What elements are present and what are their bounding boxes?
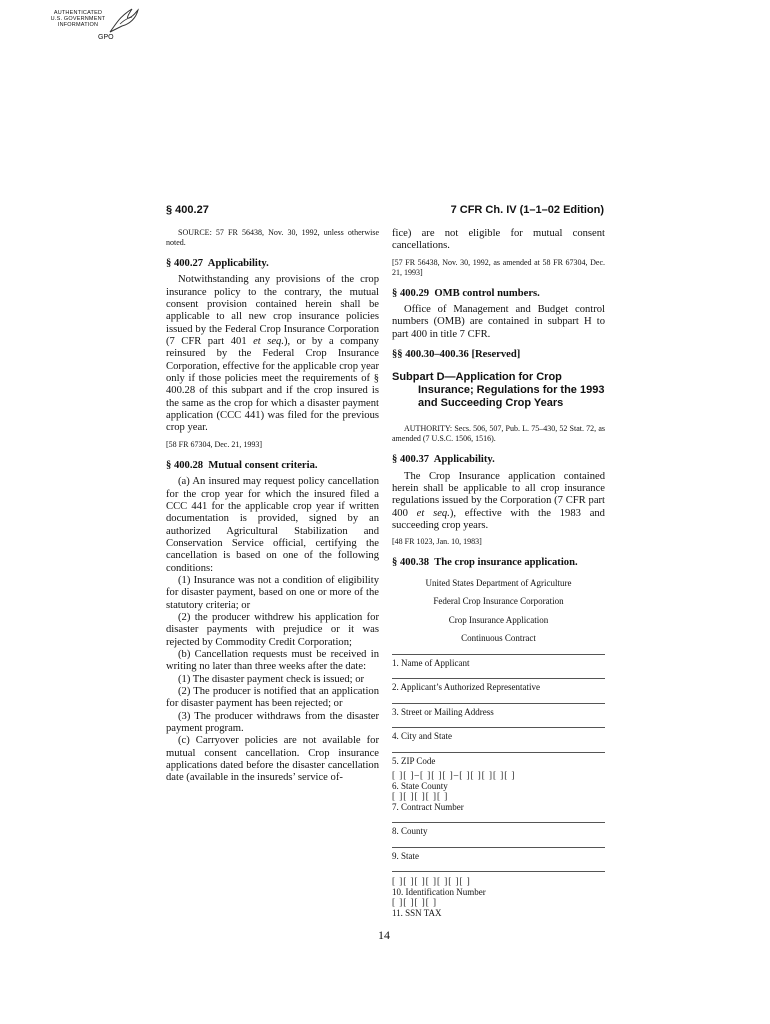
paragraph-b1: (1) The disaster payment check is issued; or bbox=[178, 673, 365, 685]
section-number: § 400.27 bbox=[166, 258, 204, 269]
authority-label: AUTHORITY: bbox=[404, 424, 453, 434]
paragraph-a2: (2) the producer withdrew his application for disaster payments with prejudice or it was rejected by Commodity Credit Corporation; bbox=[166, 611, 379, 648]
section-title: Applicability. bbox=[207, 258, 269, 269]
field-name-of-applicant: 1. Name of Applicant bbox=[392, 657, 470, 668]
body-emphasis: et seq. bbox=[253, 336, 284, 348]
body-text-end: ), effective with the 1983 and succeeding crop years. bbox=[392, 507, 605, 532]
left-column bbox=[166, 228, 379, 785]
section-400-27-citation: [58 FR 67304, Dec. 21, 1993] bbox=[166, 439, 262, 449]
field-contract-number: 7. Contract Number bbox=[392, 801, 464, 812]
body-text: The Crop Insurance application contained herein shall be applicable to all crop insurance regulations issued by the Corporation (7 CFR part 400 bbox=[392, 470, 605, 519]
section-400-38-heading bbox=[392, 557, 605, 569]
form-header-title: Crop Insurance Application bbox=[448, 614, 549, 625]
section-title: OMB control numbers. bbox=[434, 287, 540, 299]
page-number: 14 bbox=[378, 928, 390, 942]
section-400-27-body bbox=[166, 274, 379, 434]
logo-gpo: GPO bbox=[98, 34, 114, 41]
eagle-icon bbox=[106, 6, 140, 36]
state-county-boxes: [ ][ ][ ][ ][ ] bbox=[392, 791, 449, 802]
zip-code-boxes: [ ][ ]–[ ][ ][ ]–[ ][ ][ ][ ][ ] bbox=[392, 770, 516, 781]
section-number: § 400.38 bbox=[392, 557, 430, 569]
gpo-authentication-logo bbox=[48, 6, 148, 50]
field-identification-number: 10. Identification Number bbox=[392, 886, 486, 897]
field-ssn-tax: 11. SSN TAX bbox=[392, 907, 442, 918]
section-400-27-heading bbox=[166, 258, 379, 270]
field-state: 9. State bbox=[392, 850, 419, 861]
paragraph-b: (b) Cancellation requests must be received in writing no later than three weeks after the date: bbox=[166, 648, 379, 673]
right-column bbox=[392, 228, 605, 918]
section-400-28-citation: [57 FR 56438, Nov. 30, 1992, as amended at 58 FR 67304, Dec. 21, 1993] bbox=[392, 257, 605, 277]
section-400-29-body: Office of Management and Budget control numbers (OMB) are contained in subpart H to part 400 in title 7 CFR. bbox=[392, 304, 605, 340]
field-zip-code: 5. ZIP Code bbox=[392, 755, 436, 766]
section-title: The crop insurance application. bbox=[434, 557, 578, 569]
section-400-37-heading bbox=[392, 454, 605, 466]
form-header-usda: United States Department of Agriculture bbox=[425, 577, 572, 588]
form-header-contract: Continuous Contract bbox=[461, 633, 536, 644]
source-label: SOURCE: bbox=[178, 228, 212, 237]
authority-text: Secs. 506, 507, Pub. L. 75–430, 52 Stat. 72, as amended (7 U.S.C. 1506, 1516). bbox=[392, 424, 605, 444]
running-header-edition: 7 CFR Ch. IV (1–1–02 Edition) bbox=[450, 204, 604, 216]
form-rule bbox=[392, 752, 605, 753]
form-rule bbox=[392, 822, 605, 823]
form-rule bbox=[392, 727, 605, 728]
field-county: 8. County bbox=[392, 826, 428, 837]
section-400-37-body bbox=[392, 471, 605, 533]
logo-line-1: AUTHENTICATED bbox=[53, 10, 103, 16]
paragraph-c: (c) Carryover policies are not available for mutual consent cancellation. Crop insurance applications dated before the disaster cancellation date (available in the insureds’ service of- bbox=[166, 735, 379, 784]
logo-line-3: INFORMATION bbox=[57, 22, 99, 28]
source-text: 57 FR 56438, Nov. 30, 1992, unless otherwise noted. bbox=[166, 228, 379, 247]
section-title: Applicability. bbox=[433, 454, 495, 466]
form-rule bbox=[392, 703, 605, 704]
form-header-fcic: Federal Crop Insurance Corporation bbox=[433, 596, 564, 607]
source-note bbox=[166, 228, 379, 248]
paragraph-a: (a) An insured may request policy cancellation for the crop year for which the insured filed a CCC 441 for the applicable crop year if written documentation is provided, signed by an authorized Agricultural Stabilization and Conservation Service official, certifying the cancellation is based on one of the following conditions: bbox=[166, 476, 379, 574]
paragraph-b2: (2) The producer is notified that an application for disaster payment has been rejected; or bbox=[166, 686, 379, 710]
application-form bbox=[392, 578, 605, 919]
logo-text bbox=[48, 10, 108, 28]
body-text: Notwithstanding any provisions of the crop insurance policy to the contrary, the mutual consent provision contained herein shall be applicable to all new crop insurance policies issued by the Federal Crop Insurance Corporation (7 CFR part 401 bbox=[166, 274, 379, 348]
identification-number-boxes: [ ][ ][ ][ ][ ][ ][ ] bbox=[392, 876, 471, 887]
field-city-state: 4. City and State bbox=[392, 731, 452, 742]
form-rule bbox=[392, 847, 605, 848]
section-400-37-citation: [48 FR 1023, Jan. 10, 1983] bbox=[392, 537, 482, 547]
section-number: § 400.29 bbox=[392, 287, 430, 299]
authority-note bbox=[392, 424, 605, 444]
paragraph-b3: (3) The producer withdraws from the disaster payment program. bbox=[166, 710, 379, 735]
section-400-29-heading bbox=[392, 288, 605, 300]
body-emphasis: et seq. bbox=[416, 507, 450, 519]
reserved-sections-heading: §§ 400.30–400.36 [Reserved] bbox=[392, 349, 521, 361]
continued-text: fice) are not eligible for mutual consent cancellations. bbox=[392, 228, 605, 252]
section-title: Mutual consent criteria. bbox=[208, 459, 318, 471]
ssn-boxes: [ ][ ][ ][ ] bbox=[392, 897, 437, 908]
section-number: § 400.28 bbox=[166, 459, 204, 471]
form-rule bbox=[392, 871, 605, 872]
field-authorized-representative: 2. Applicant’s Authorized Representative bbox=[392, 682, 540, 693]
subpart-d-heading: Subpart D—Application for Crop Insurance; Regulations for the 1993 and Succeeding Crop Years bbox=[392, 371, 605, 410]
section-400-28-heading bbox=[166, 460, 379, 472]
paragraph-a1: (1) Insurance was not a condition of eligibility for disaster payment, based on one or more of the statutory criteria; or bbox=[166, 574, 379, 611]
form-rule bbox=[392, 678, 605, 679]
form-rule bbox=[392, 654, 605, 655]
running-header-section: § 400.27 bbox=[166, 204, 209, 216]
field-street-address: 3. Street or Mailing Address bbox=[392, 706, 494, 717]
field-state-county: 6. State County bbox=[392, 780, 448, 791]
body-text-end: ), or by a company reinsured by the Federal Crop Insurance Corporation, effective for the applicable crop year only if those policies meet the requirements of § 400.28 of this subpart and if the crop insured is the same as the crop for which a disaster payment application (CCC 441) was filed for the previous crop year. bbox=[166, 336, 379, 434]
logo-line-2: U.S. GOVERNMENT bbox=[50, 16, 106, 22]
section-number: § 400.37 bbox=[392, 454, 430, 466]
